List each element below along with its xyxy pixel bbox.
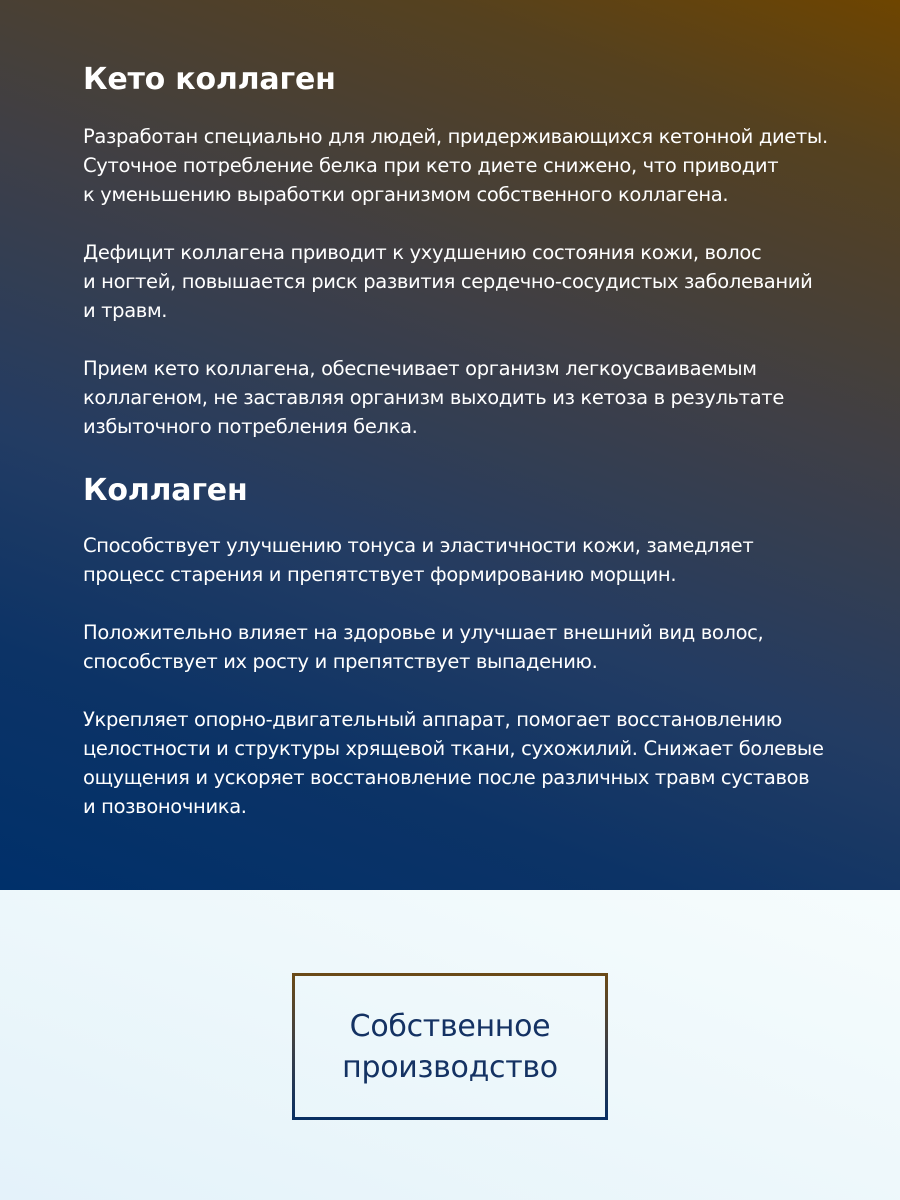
keto-paragraph-2: Дефицит коллагена приводит к ухудшению состояния кожи, волос и ногтей, повышается риск развития сердечно-сосудистых заболеваний и травм. bbox=[83, 241, 813, 322]
collagen-paragraph-2: Положительно влияет на здоровье и улучшает внешний вид волос, способствует их росту и препятствует выпадению. bbox=[83, 621, 764, 673]
collagen-description bbox=[83, 531, 830, 821]
keto-paragraph-3: Прием кето коллагена, обеспечивает организм легкоусваиваемым коллагеном, не заставляя организм выходить из кетоза в результате избыточного потребления белка. bbox=[83, 357, 784, 438]
production-section bbox=[0, 890, 900, 1200]
keto-collagen-description bbox=[83, 122, 830, 441]
collagen-paragraph-1: Способствует улучшению тонуса и эластичности кожи, замедляет процесс старения и препятствует формированию морщин. bbox=[83, 534, 754, 586]
own-production-badge bbox=[292, 973, 608, 1120]
own-production-label: Собственное производство bbox=[342, 1008, 558, 1085]
keto-paragraph-1: Разработан специально для людей, придерживающихся кетонной диеты. Суточное потребление белка при кето диете снижено, что приводит к уменьшению выработки организмом собственного коллагена. bbox=[83, 125, 828, 206]
keto-collagen-title: Кето коллаген bbox=[83, 62, 336, 97]
collagen-paragraph-3: Укрепляет опорно-двигательный аппарат, помогает восстановлению целостности и структуры хрящевой ткани, сухожилий. Снижает болевые ощущения и ускоряет восстановление после различных травм суставов и позвоночника. bbox=[83, 708, 824, 818]
collagen-title: Коллаген bbox=[83, 473, 248, 508]
